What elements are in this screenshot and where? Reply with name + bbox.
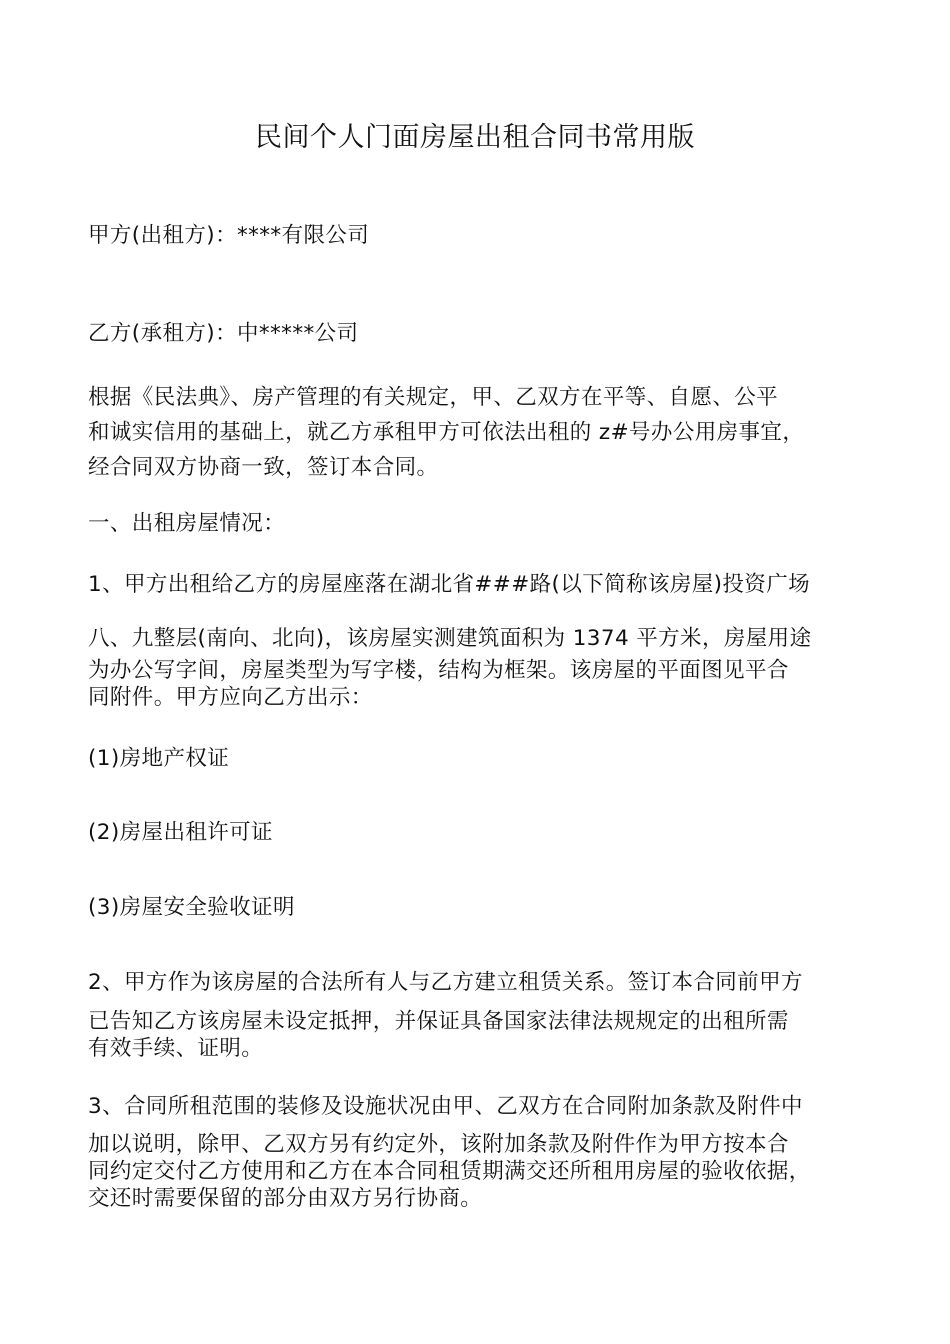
item-rental-permit: (2)房屋出租许可证: [88, 820, 273, 845]
item-property-certificate: (1)房地产权证: [88, 746, 230, 771]
intro-line: 和诚实信用的基础上，就乙方承租甲方可依法出租的 z#号办公用房事宜，: [88, 420, 805, 445]
party-a-line: 甲方(出租方)：****有限公司: [88, 223, 370, 248]
clause-1-line: 为办公写字间，房屋类型为写字楼，结构为框架。该房屋的平面图见平合: [88, 658, 789, 683]
clause-1-line: 八、九整层(南向、北向)，该房屋实测建筑面积为 1374 平方米，房屋用途: [88, 626, 812, 651]
clause-3-line: 同约定交付乙方使用和乙方在本合同租赁期满交还所租用房屋的验收依据，: [88, 1159, 811, 1184]
item-safety-certificate: (3)房屋安全验收证明: [88, 895, 295, 920]
clause-3-first-line: 3、合同所租范围的装修及设施状况由甲、乙双方在合同附加条款及附件中: [88, 1094, 803, 1119]
clause-2-line: 有效手续、证明。: [88, 1036, 264, 1061]
clause-1-line: 同附件。甲方应向乙方出示：: [88, 685, 373, 710]
clause-3-line: 交还时需要保留的部分由双方另行协商。: [88, 1186, 483, 1211]
intro-line: 根据《民法典》、房产管理的有关规定，甲、乙双方在平等、自愿、公平: [88, 385, 779, 410]
clause-2-paragraph: [88, 1008, 878, 1062]
clause-3-paragraph: [88, 1131, 878, 1212]
clause-3-line: 加以说明，除甲、乙双方另有约定外，该附加条款及附件作为甲方按本合: [88, 1132, 789, 1157]
party-b-line: 乙方(承租方)：中*****公司: [88, 321, 359, 346]
clause-1-paragraph: [88, 621, 878, 711]
intro-line: 经合同双方协商一致，签订本合同。: [88, 455, 439, 480]
clause-2-line: 已告知乙方该房屋未设定抵押，并保证具备国家法律法规规定的出租所需: [88, 1009, 789, 1034]
document-title: 民间个人门面房屋出租合同书常用版: [255, 122, 695, 153]
section-1-heading: 一、出租房屋情况：: [88, 511, 286, 536]
intro-paragraph: [88, 380, 878, 485]
clause-2-first-line: 2、甲方作为该房屋的合法所有人与乙方建立租赁关系。签订本合同前甲方: [88, 970, 803, 995]
clause-1-first-line: 1、甲方出租给乙方的房屋座落在湖北省###路(以下简称该房屋)投资广场: [88, 572, 811, 597]
